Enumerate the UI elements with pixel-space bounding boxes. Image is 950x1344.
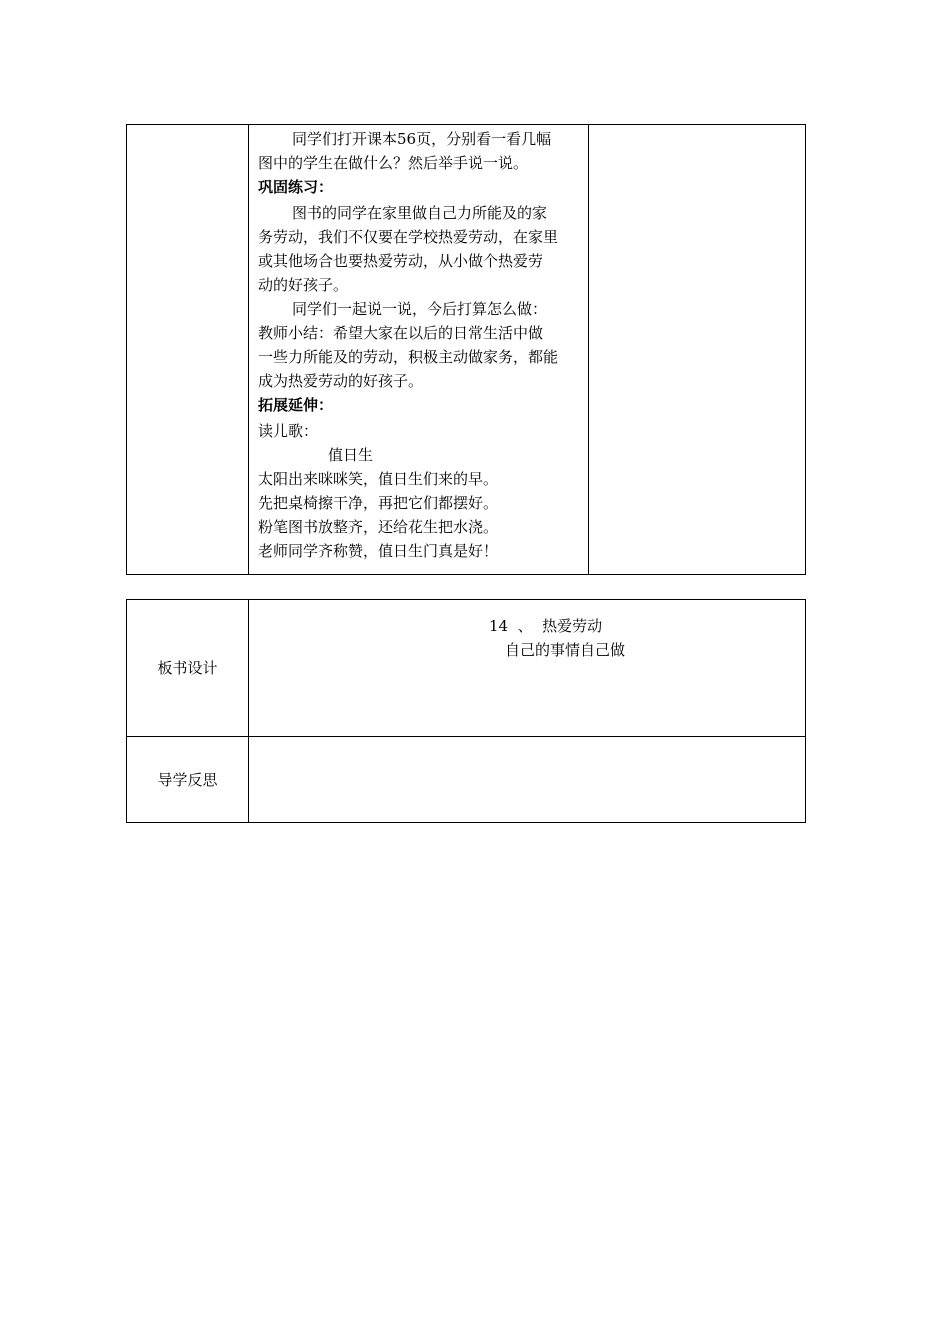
text-line: 读儿歌： <box>258 422 319 440</box>
text-line: 务劳动，我们不仅要在学校热爱劳动，在家里 <box>258 228 559 246</box>
section-heading: 巩固练习： <box>258 178 334 196</box>
board-title: 14 、 热爱劳动 <box>489 617 603 635</box>
column-divider <box>588 125 589 574</box>
column-divider <box>248 600 249 822</box>
poem-line: 老师同学齐称赞，值日生门真是好！ <box>258 542 499 560</box>
lesson-text <box>258 125 588 563</box>
board-subtitle: 自己的事情自己做 <box>505 641 626 659</box>
poem-line: 太阳出来咪咪笑，值日生们来的早。 <box>258 470 499 488</box>
section-heading: 拓展延伸： <box>258 396 334 414</box>
row-divider <box>127 736 805 737</box>
poem-title: 值日生 <box>328 446 374 464</box>
board-design-label: 板书设计 <box>157 659 218 677</box>
text-line: 一些力所能及的劳动，积极主动做家务，都能 <box>258 348 559 366</box>
poem-line: 粉笔图书放整齐，还给花生把水浇。 <box>258 518 499 536</box>
reflection-label: 导学反思 <box>157 771 218 789</box>
text-line: 同学们一起说一说，今后打算怎么做： <box>292 300 548 318</box>
board-design-table <box>126 599 806 823</box>
poem-line: 先把桌椅擦干净，再把它们都摆好。 <box>258 494 499 512</box>
lesson-content-table <box>126 124 806 575</box>
text-line: 图书的同学在家里做自己力所能及的家 <box>292 204 548 222</box>
text-line: 教师小结：希望大家在以后的日常生活中做 <box>258 324 544 342</box>
column-divider <box>248 125 249 574</box>
text-line: 同学们打开课本56页，分别看一看几幅 <box>292 130 552 148</box>
text-line: 动的好孩子。 <box>258 276 349 294</box>
text-line: 成为热爱劳动的好孩子。 <box>258 372 424 390</box>
text-line: 图中的学生在做什么？然后举手说一说。 <box>258 154 529 172</box>
text-line: 或其他场合也要热爱劳动，从小做个热爱劳 <box>258 252 544 270</box>
